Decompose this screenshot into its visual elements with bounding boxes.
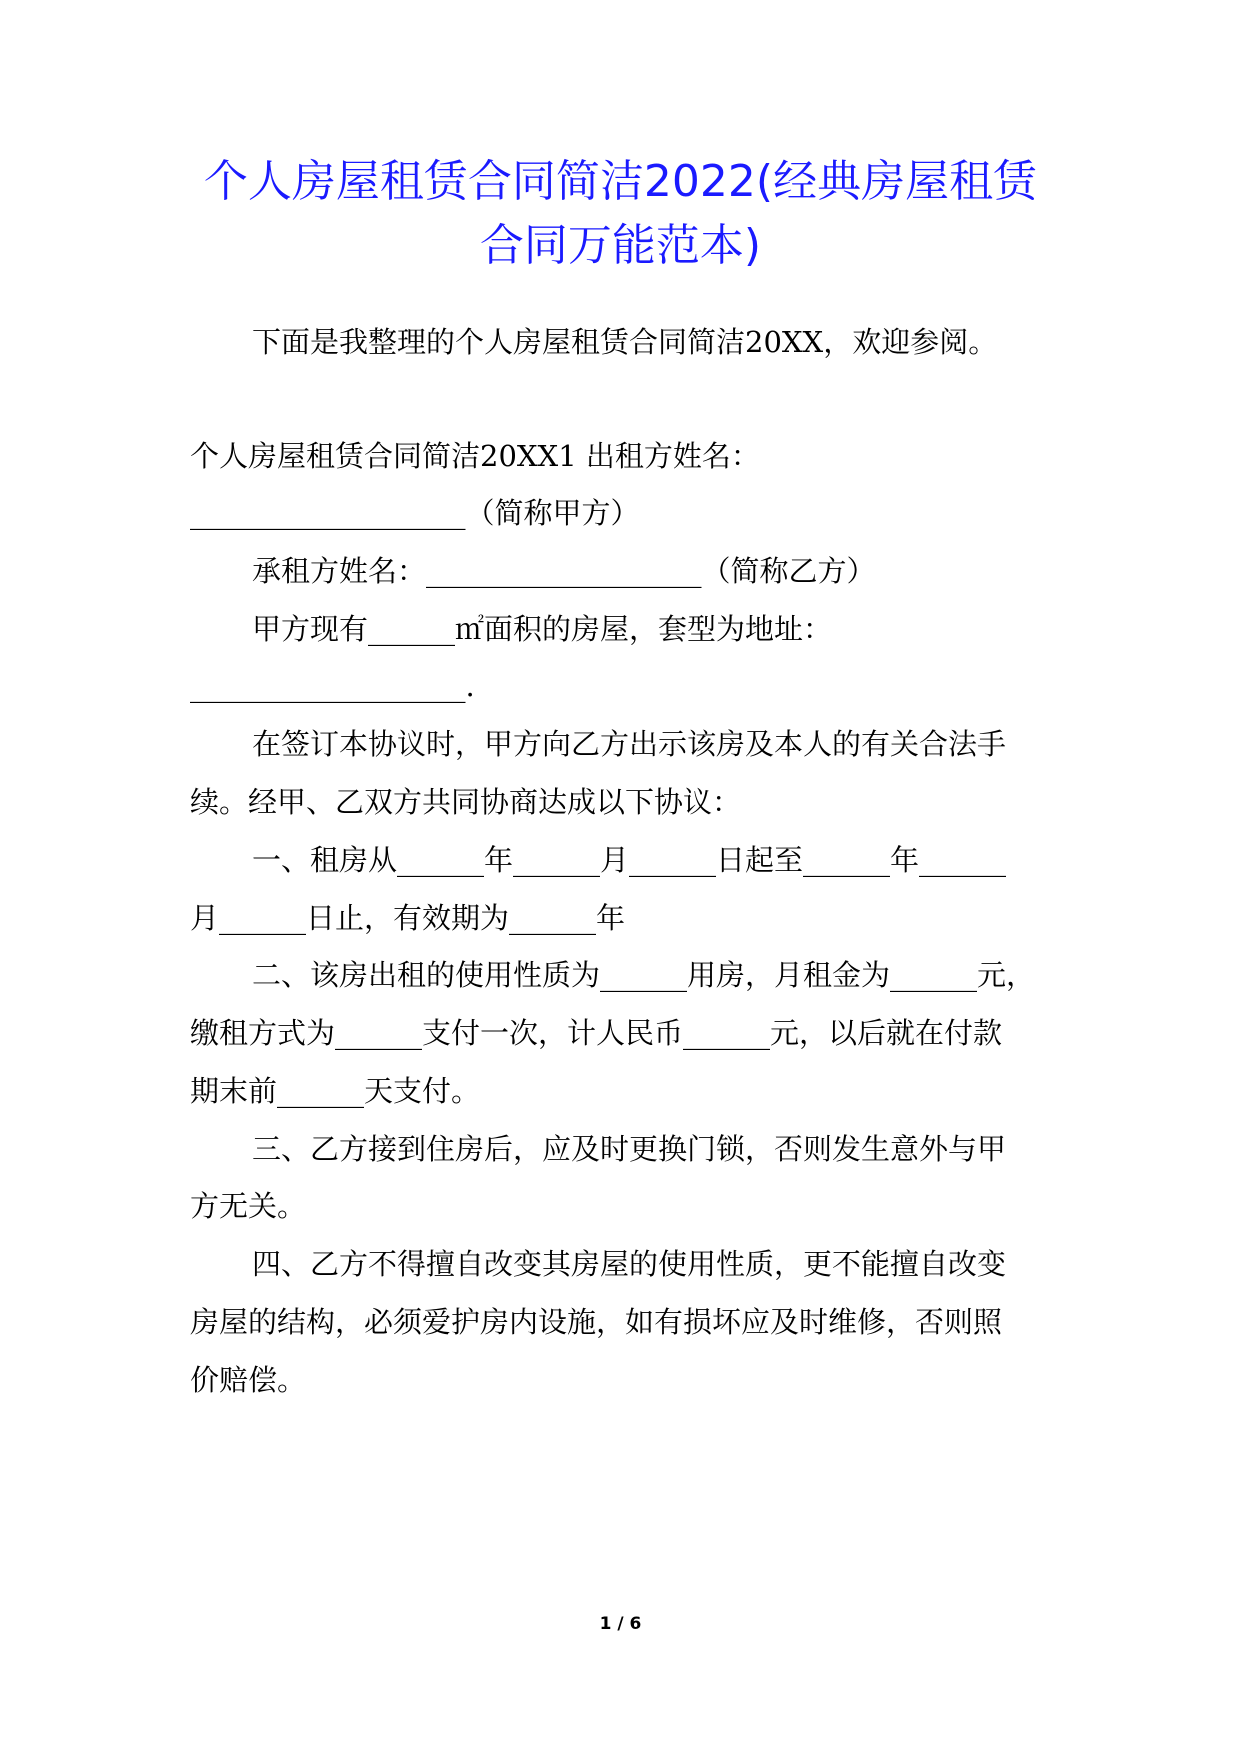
title-line-1: 个人房屋租赁合同简洁2022(经典房屋租赁 xyxy=(203,156,1038,207)
clause-3-line-1: 三、乙方接到住房后，应及时更换门锁，否则发生意外与甲 xyxy=(252,1132,1007,1166)
clause-2-line-2: 缴租方式为______支付一次，计人民币______元，以后就在付款 xyxy=(190,1016,1003,1050)
paragraph-party-b: 承租方姓名：___________________（简称乙方） xyxy=(252,554,876,588)
paragraph-party-a-blank: ___________________（简称甲方） xyxy=(190,496,640,530)
clause-1-line-2: 月______日止，有效期为______年 xyxy=(190,901,626,935)
clause-4-line-2: 房屋的结构，必须爱护房内设施，如有损坏应及时维修，否则照 xyxy=(190,1305,1003,1339)
paragraph-signing-1: 在签订本协议时，甲方向乙方出示该房及本人的有关合法手 xyxy=(252,727,1007,761)
clause-3-line-2: 方无关。 xyxy=(190,1189,307,1223)
paragraph-signing-2: 续。经甲、乙双方共同协商达成以下协议： xyxy=(190,785,742,819)
paragraph-address-blank: ___________________. xyxy=(190,669,475,703)
paragraph-intro: 下面是我整理的个人房屋租赁合同简洁20XX，欢迎参阅。 xyxy=(252,325,998,359)
paragraph-area: 甲方现有______㎡面积的房屋，套型为地址： xyxy=(252,612,833,646)
clause-4-line-3: 价赔偿。 xyxy=(190,1363,307,1397)
clause-2-line-1: 二、该房出租的使用性质为______用房，月租金为______元， xyxy=(252,958,1036,992)
page-number: 1 / 6 xyxy=(599,1614,642,1634)
clause-2-line-3: 期末前______天支付。 xyxy=(190,1074,481,1108)
clause-1-line-1: 一、租房从______年______月______日起至______年______ xyxy=(252,843,1007,877)
document-title xyxy=(150,150,1091,278)
clause-4-line-1: 四、乙方不得擅自改变其房屋的使用性质，更不能擅自改变 xyxy=(252,1247,1007,1281)
title-line-2: 合同万能范本) xyxy=(479,220,762,271)
paragraph-contract-heading: 个人房屋租赁合同简洁20XX1 出租方姓名： xyxy=(190,439,760,473)
